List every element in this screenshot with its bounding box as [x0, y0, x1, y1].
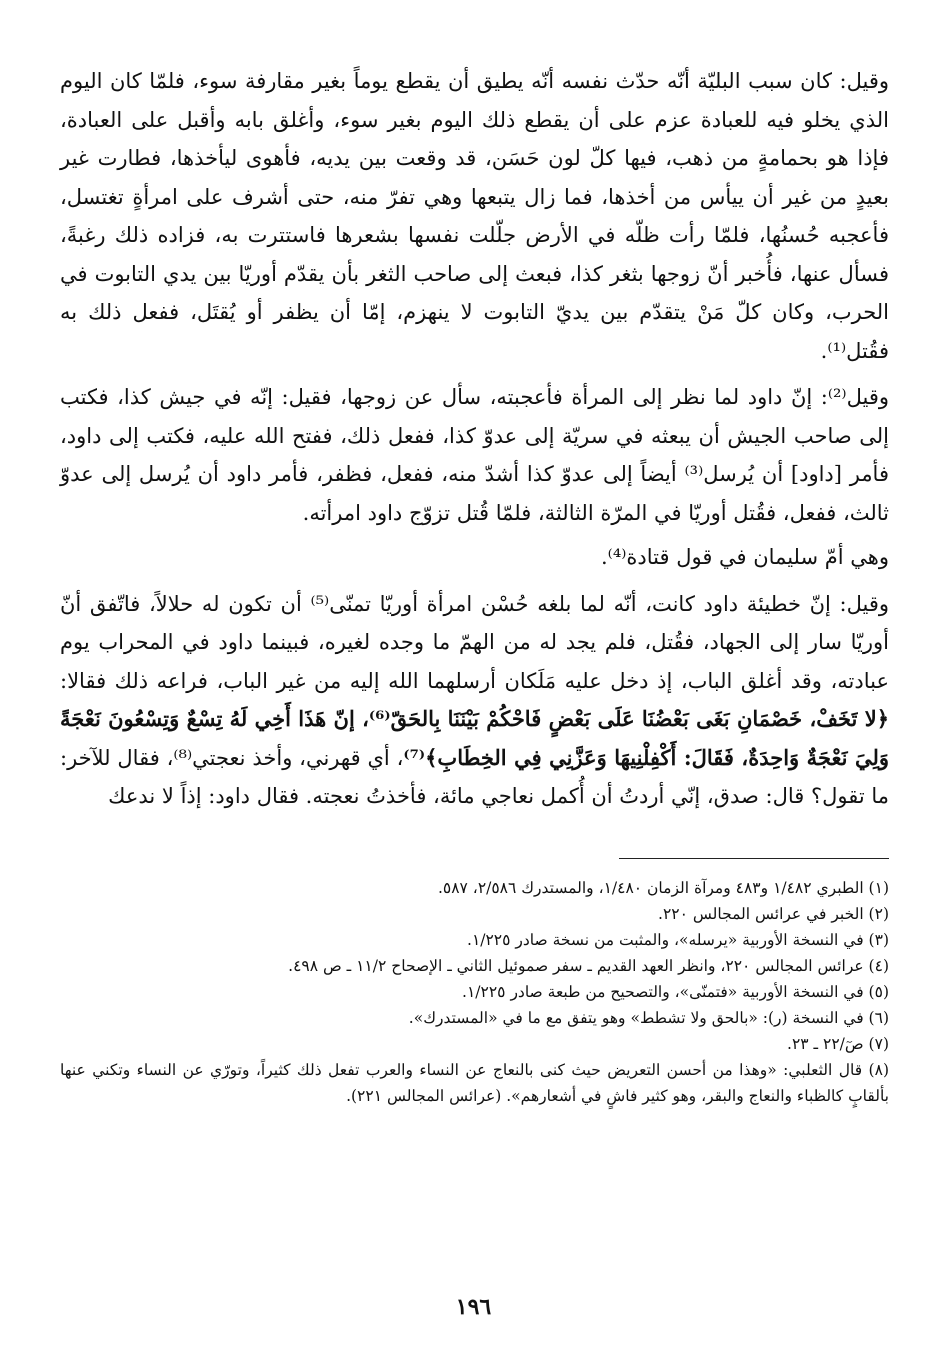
footnote-6: (٦) في النسخة (ر): «بالحق ولا تشطط» وهو يتفق مع ما في «المستدرك».: [408, 1008, 889, 1027]
footnote-8: (٨) قال الثعلبي: «وهذا من أحسن التعريض حيث كنى بالنعاج عن النساء والعرب تفعل ذلك كثيراً، وتورّي عن النساء وتكني عنها بألقابٍ كالظباء والنعاج والبقر، وهو كثير فاشٍ في أشعارهم». (عرائس المجالس ٢٢١).: [60, 1060, 889, 1105]
footnote-1: (١) الطبري ١/٤٨٢ و٤٨٣ ومرآة الزمان ١/٤٨٠، والمستدرك ٢/٥٨٦، ٥٨٧.: [437, 878, 889, 897]
footnote-2: (٢) الخبر في عرائس المجالس ٢٢٠.: [658, 904, 889, 923]
paragraph-4-intro: وقيل: إنّ خطيئة داود كانت، أنّه لما بلغه حُسْن امرأة أوريّا تمنّى⁽⁵⁾ أن تكون له حلالاً، فاتّفق أنّ أوريّا سار إلى الجهاد، فقُتل، فلم يجد له من الهمّ ما وجده لغيره، فبينما داود في المحراب يوم عبادته، وقد أغلق الباب، إذ دخل عليه مَلَكان أرسلهما الله إليه من غير الباب، فراعه ذلك فقالا:: [60, 591, 889, 693]
paragraph-4: [60, 585, 889, 816]
main-text: [60, 62, 889, 816]
footnote-7: (٧) صٓ/٢٢ ـ ٢٣.: [787, 1034, 889, 1053]
footnotes: [60, 875, 889, 1109]
footnote-3: (٣) في النسخة الأوربية «يرسله»، والمثبت من نسخة صادر ١/٢٢٥.: [467, 930, 889, 949]
quran-quote: ﴿لا تَخَفْ، خَصْمَانِ بَغَى بَعْضُنَا عَلَى بَعْضٍ فَاحْكُمْ بَيْنَنَا بِالحَقّ⁽⁶⁾، إنّ هَذَا أَخِي لَهُ تِسْعٌ وَتِسْعُونَ نَعْجَةً وَلِيَ نَعْجَةٌ وَاحِدَةٌ، فَقَالَ: أَكْفِلْنِيهَا وَعَزَّنِي فِي الخِطَابِ﴾⁽⁷⁾: [60, 706, 890, 770]
paragraph-3: وهي أمّ سليمان في قول قتادة⁽⁴⁾.: [600, 545, 889, 569]
page-number: ١٩٦: [455, 1294, 492, 1320]
paragraph-1: وقيل: كان سبب البليّة أنّه حدّث نفسه أنّه يطيق أن يقطع يوماً بغير مقارفة سوء، فلمّا كان اليوم الذي يخلو فيه للعبادة عزم على أن يقطع ذلك اليوم بغير سوء، وأغلق بابه وأقبل على العبادة، فإذا هو بحمامةٍ من ذهب، فيها كلّ لون حَسَن، قد وقعت بين يديه، فأهوى ليأخذها، فطارت غير بعيدٍ من غير أن ييأس من أخذها، فما زال يتبعها وهي تفرّ منه، حتى أشرف على امرأةٍ تغتسل، فأعجبه حُسنُها، فلمّا رأت ظلّه في الأرض جلّلت نفسها بشعرها فاستترت به، فزاده ذلك رغبةً، فسأل عنها، فأُخبر أنّ زوجها بثغر كذا، فبعث إلى صاحب الثغر بأن يقدّم أوريّا بين يدي التابوت في الحرب، وكان كلّ مَنْ يتقدّم بين يديّ التابوت لا ينهزم، إمّا أن يظفر أو يُقتَل، ففعل ذلك به فقُتل⁽¹⁾.: [60, 69, 889, 363]
footnote-separator: [619, 858, 889, 859]
footnote-4: (٤) عرائس المجالس ٢٢٠، وانظر العهد القديم ـ سفر صموئيل الثاني ـ الإصحاح ١١/٢ ـ ص ٤٩٨.: [288, 956, 889, 975]
paragraph-2: وقيل⁽²⁾: إنّ داود لما نظر إلى المرأة فأعجبته، سأل عن زوجها، فقيل: إنّه في جيش كذا، فكتب إلى صاحب الجيش أن يبعثه في سريّة إلى عدوّ كذا، ففعل ذلك، ففتح الله عليه، فكتب إلى داود، فأمر [داود] أن يُرسل⁽³⁾ أيضاً إلى عدوّ كذا أشدّ منه، ففعل، فظفر، فأمر داود أن يُرسل إلى عدوّ ثالث، ففعل، فقُتل أوريّا في المرّة الثالثة، فلمّا قُتل تزوّج داود امرأته.: [60, 385, 889, 525]
footnote-5: (٥) في النسخة الأوربية «فتمنّى»، والتصحيح من طبعة صادر ١/٢٢٥.: [462, 982, 889, 1001]
paragraph-4-rest: ، أي قهرني، وأخذ نعجتي⁽⁸⁾، فقال للآخر: ما تقول؟ قال: صدق، إنّي أردتُ أن أُكمل نعاجي مائة، فأخذتُ نعجته. فقال داود: إذاً لا ندعك: [60, 745, 889, 808]
